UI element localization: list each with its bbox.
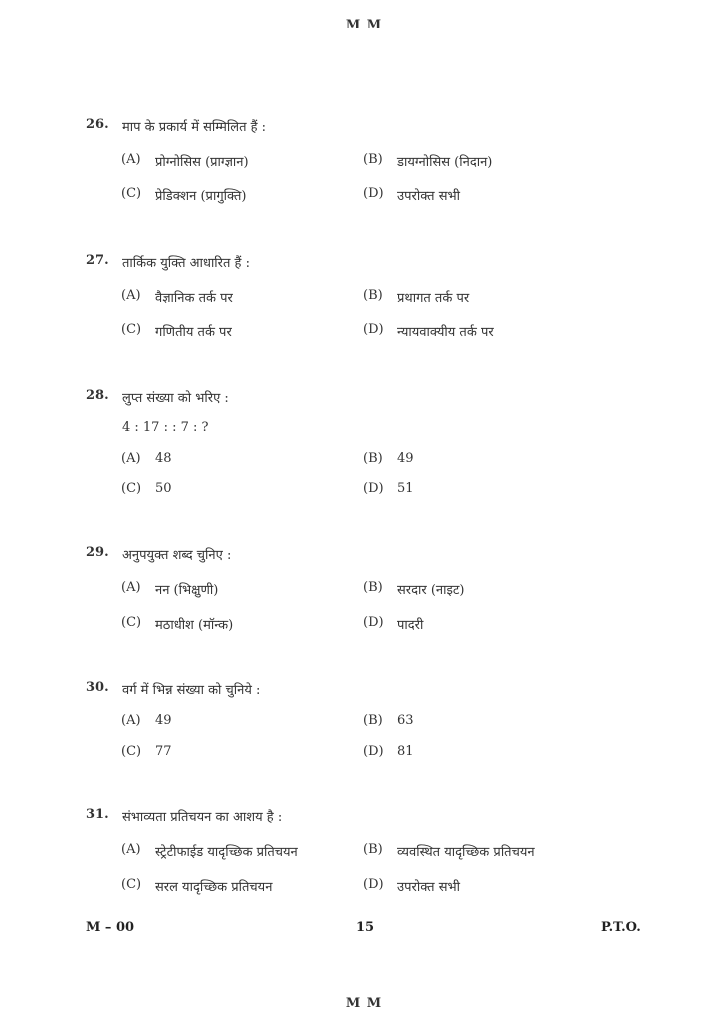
paper-code: M – 00: [86, 920, 135, 935]
number-series: 4 : 17 : : 7 : ?: [122, 420, 209, 435]
please-turn-over: P.T.O.: [601, 920, 641, 935]
question-text: लुप्त संख्या को भरिए :: [122, 391, 229, 406]
question-number: 27.: [86, 253, 109, 268]
page-footer: [0, 920, 728, 940]
page-number: 15: [356, 920, 375, 935]
footer-registration-mark: M M: [345, 996, 383, 1008]
question-number: 29.: [86, 545, 109, 560]
header-registration-mark: M M: [345, 18, 383, 28]
question-text: अनुपयुक्त शब्द चुनिए :: [122, 548, 232, 563]
question-text: तार्किक युक्ति आधारित हैं :: [122, 256, 250, 271]
question-number: 28.: [86, 388, 109, 403]
question-number: 31.: [86, 807, 109, 822]
question-text: माप के प्रकार्य में सम्मिलित हैं :: [122, 120, 267, 135]
question-number: 26.: [86, 117, 109, 132]
question-text: वर्ग में भिन्न संख्या को चुनिये :: [122, 683, 261, 698]
question-number: 30.: [86, 680, 109, 695]
question-text: संभाव्यता प्रतिचयन का आशय है :: [122, 810, 283, 825]
